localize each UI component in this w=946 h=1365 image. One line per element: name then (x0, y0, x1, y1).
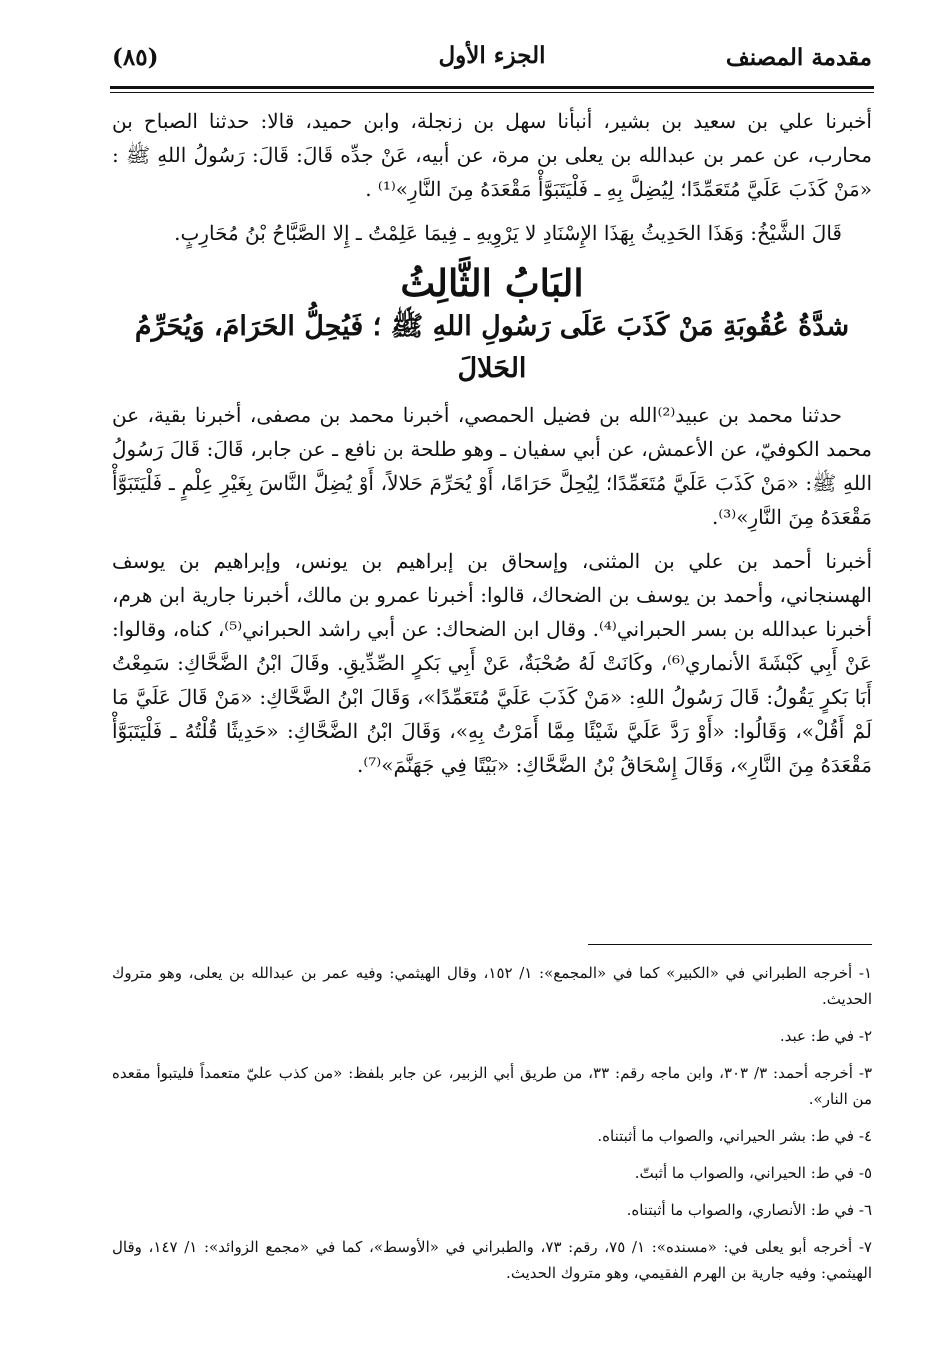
paragraph-1: أخبرنا علي بن سعيد بن بشير، أنبأنا سهل بن زنجلة، وابن حميد، قالا: حدثنا الصباح بن محارب، عن عمر بن عبدالله بن يعلى بن مرة، عن أبيه، عَنْ جدِّه قَالَ: قَالَ: رَسُولُ اللهِ ﷺ : «مَنْ كَذَبَ عَلَيَّ مُتَعَمِّدًا؛ لِيُضِلَّ بِهِ ـ فَلْيَتَبَوَّأْ مَقْعَدَهُ مِنَ النَّارِ»⁽¹⁾ . (112, 109, 872, 201)
main-text (112, 104, 872, 792)
paragraph-4: أخبرنا أحمد بن علي بن المثنى، وإسحاق بن إبراهيم بن يونس، وإبراهيم بن يوسف الهسنجاني، وأحمد بن يوسف بن الضحاك، قالوا: أخبرنا عمرو بن مالك، أخبرنا جارية ابن هرم، أخبرنا عبدالله بن بسر الحبراني⁽⁴⁾. وقال ابن الضحاك: عن أبي راشد الحبراني⁽⁵⁾، كناه، وقالوا: عَنْ أَبِي كَبْشَةَ الأنماري⁽⁶⁾، وكَانَتْ لَهُ صُحْبَةٌ، عَنْ أَبِي بَكرٍ الصِّدِّيقِ. وقَالَ ابْنُ الضَّحَّاكِ: سَمِعْتُ أَبَا بَكرٍ يَقُولُ: قَالَ رَسُولُ اللهِ: «مَنْ كَذَبَ عَلَيَّ مُتَعَمِّدًا»، وَقَالَ ابْنُ الضَّحَّاكِ: «مَنْ قَالَ عَلَيَّ مَا لَمْ أَقُلْ»، وَقَالُوا: «أَوْ رَدَّ عَلَيَّ شَيْئًا مِمَّا أَمَرْتُ بِهِ»، وَقَالَ ابْنُ الضَّحَّاكِ: «حَدِيثًا قُلْتُهُ ـ فَلْيَتَبَوَّأْ مَقْعَدَهُ مِنَ النَّارِ»، وَقَالَ إِسْحَاقُ بْنُ الضَّحَّاكِ: «بَيْتًا فِي جَهَنَّمَ»⁽⁷⁾. (112, 549, 872, 777)
chapter-subtitle: شدَّةُ عُقُوبَةِ مَنْ كَذَبَ عَلَى رَسُولِ اللهِ ﷺ ؛ فَيُحِلُّ الحَرَامَ، وَيُحَرِّمُ الحَلالَ (134, 311, 850, 384)
footnote-2: ٢- في ط: عبد. (779, 1027, 872, 1045)
footnote-6: ٦- في ط: الأنصاري، والصواب ما أثبتناه. (626, 1201, 872, 1219)
header-rule (110, 86, 874, 93)
chapter-title: البَابُ الثَّالِثُ (400, 261, 584, 305)
running-header (112, 38, 872, 88)
paragraph-3: حدثنا محمد بن عبيد⁽²⁾الله بن فضيل الحمصي، أخبرنا محمد بن مصفى، أخبرنا بقية، عن محمد الكوفيّ، عن الأعمش، عن أبي سفيان ـ وهو طلحة بن نافع ـ عن جابر، قَالَ: قَالَ رَسُولُ اللهِ ﷺ: «مَنْ كَذَبَ عَلَيَّ مُتَعَمِّدًا؛ لِيُحِلَّ حَرَامًا، أَوْ يُحَرِّمَ حَلالاً، أَوْ يُضِلَّ النَّاسَ بِغَيْرِ عِلْمٍ ـ فَلْيَتَبَوَّأْ مَقْعَدَهُ مِنَ النَّارِ»⁽³⁾. (112, 403, 873, 529)
page-number: (٨٥) (112, 44, 159, 71)
footnote-4: ٤- في ط: بشر الحيراني، والصواب ما أثبتناه. (597, 1127, 872, 1145)
footnote-separator (588, 944, 872, 945)
footnotes (112, 960, 872, 1297)
footnote-3: ٣- أخرجه أحمد: ٣/ ٣٠٣، وابن ماجه رقم: ٣٣، من طريق أبي الزبير، عن جابر بلفظ: «من كذب عليّ متعمداً فليتبوأ مقعده من النار». (112, 1064, 872, 1108)
section-title: مقدمة المصنف (725, 44, 872, 71)
paragraph-2: قَالَ الشَّيْخُ: وَهَذَا الحَدِيثُ بِهَذَا الإِسْنَادِ لا يَرْوِيهِ ـ فِيمَا عَلِمْتُ ـ إِلا الصَّبَّاحُ بْنُ مُحَارِبٍ. (174, 221, 842, 245)
volume-title: الجزء الأول (438, 42, 546, 69)
footnote-5: ٥- في ط: الحيراني، والصواب ما أثبتّ. (634, 1164, 872, 1182)
footnote-1: ١- أخرجه الطبراني في «الكبير» كما في «المجمع»: ١/ ١٥٢، وقال الهيثمي: وفيه عمر بن عبدالله بن يعلى، وهو متروك الحديث. (112, 964, 873, 1008)
footnote-7: ٧- أخرجه أبو يعلى في: «مسنده»: ١/ ٧٥، رقم: ٧٣، والطبراني في «الأوسط»، كما في «مجمع الزوائد»: ١/ ١٤٧، وقال الهيثمي: وفيه جارية بن الهرم الفقيمي، وهو متروك الحديث. (112, 1238, 872, 1282)
